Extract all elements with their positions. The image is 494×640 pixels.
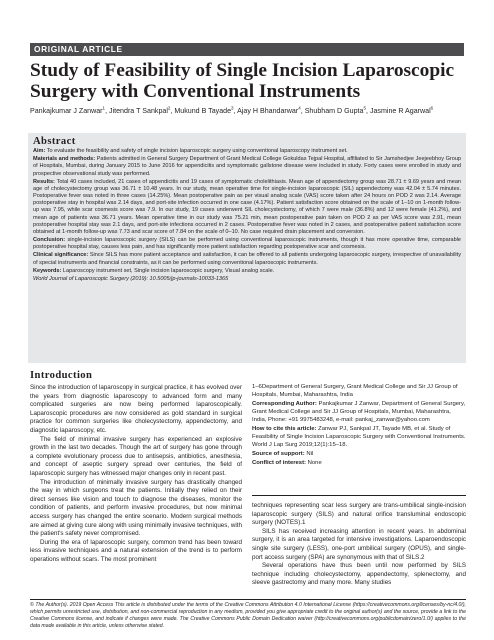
author-name: Ajay H Bhandarwar (237, 107, 299, 115)
author-name: Mukund B Tayade (174, 107, 232, 115)
introduction-heading: Introduction (30, 370, 93, 381)
author-name: Jasmine R Agarwal (369, 107, 431, 115)
section-tag: ORIGINAL ARTICLE (34, 44, 123, 54)
license-footer: © The Author(s). 2019 Open Access This article is distributed under the terms of the Creative Commons Attribution 4.0 International License (https://creativecommons.org/licenses/by-nc/4.0/), which permits unrestricted use, distribution, and non-commercial reproduction in any medium, provided you give appropriate credit to the original author(s) and the source, provide a link to the Creative Commons license, and indicate if changes were made. The Creative Commons Public Domain Dedication waiver (http://creativecommons.org/publicdomain/zero/1.0/) applies to the data made available in this article, unless otherwise stated. (30, 602, 466, 629)
corresponding-author: Corresponding Author: Pankajkumar J Zanwar, Department of General Surgery, Grant Medical College and Sir JJ Group of Hospitals, Mumbai, Maharashtra, India, Phone: +91 9975483248, e-mail: pankaj_zanwar@yahoo.com (252, 401, 466, 423)
author-name: Jitendra T Sankpal (109, 107, 168, 115)
abstract-methods: Materials and methods: Patients admitted in General Surgery Department of Grant Medical College Gokuldas Tejpal Hospital, affiliated to Sir Jamshedjee Jeejeebhoy Group of Hospitals, Mumbai, during January 2015 to June 2016 for appendicitis and symptomatic gallstone disease were included in study. Forty cases were enrolled in study and prospective observational study was performed. (33, 156, 462, 177)
author-list: Pankajkumar J Zanwar$^1$, Jitendra T Sankpal$^2$, Mukund B Tayade$^3$, Ajay H Bhandarwar$^4$, Shubham D Gupta$^5$, Jasmine R Agarwal$^6$ (30, 105, 434, 115)
intro-paragraph: Since the introduction of laparoscopy in surgical practice, it has evolved over the years from diagnostic laparoscopy to advanced form and many complicated surgeries are now being performed laparoscopically. Laparoscopic procedures are now considered as gold standard in surgical practice for common surgeries like cholecystectomy, appendectomy, and diagnostic laparoscopy, etc. (30, 384, 242, 434)
abstract-aim: Aim: To evaluate the feasibility and safety of single incision laparoscopic surgery using conventional laparoscopy instrument set. (33, 148, 348, 155)
author-sup: 3 (231, 105, 234, 111)
author-name: Pankajkumar J Zanwar (30, 107, 103, 115)
article-title: Study of Feasibility of Single Incision Laparoscopic Surgery with Conventional Instruments (30, 60, 455, 102)
author-sup: 1 (102, 105, 106, 111)
author-sup: 6 (430, 105, 434, 111)
body-paragraph: techniques representing scar less surgery are trans-umbilical single-incision laparoscopic surgery (SILS) and natural orifice transluminal endoscopic surgery (NOTES).1 (252, 502, 466, 527)
abstract-keywords: Keywords: Laparoscopy instrument set, Single incision laparoscopic surgery, Visual analog scale. (33, 267, 275, 274)
body-paragraph: Several operations have thus been until now performed by SILS technique including cholecystectomy, appendectomy, splenectomy, and sleeve gastrectomy and many more. Many studies (252, 562, 466, 587)
author-sup: 4 (298, 105, 301, 111)
abstract-box (28, 133, 466, 363)
conflict-of-interest: Conflict of interest: None (252, 460, 322, 467)
affiliation-departments: 1–6Department of General Surgery, Grant Medical College and Sir JJ Group of Hospitals, Mumbai, Maharashtra, India (252, 384, 458, 398)
intro-paragraph: During the era of laparoscopic surgery, common trend has been toward less invasive techniques and a natural extension of the trend is to perform operations without scars. The most prominent (30, 538, 242, 563)
author-sup: 5 (363, 105, 366, 111)
abstract-heading: Abstract (33, 136, 76, 147)
affiliation-divider (252, 495, 466, 496)
source-of-support: Source of support: Nil (252, 450, 314, 457)
abstract-results: Results: Total 40 cases included, 21 cases of appendicitis and 19 cases of symptomatic cholelithiasis. Mean age of appendectomy group was 28.71 ± 9.69 years and mean age of cholecystectomy group was 36.71 ± 10.48 years. In our study, mean operative time for single-incision laparoscopic (SIL) appendectomy was 42.04 ± 5.74 minutes. Postoperative fever was noted in three cases (14.25%). Mean postoperative pain as per visual analog scale (VAS) score taken after 24 hours on POD 2 was 2.14. Average postoperative stay in hospital was 2.14 days, and port-site infection occurred in one case (4.17%). Patient satisfaction score obtained on the scale of 1–10 on 1-month follow-up was 7.95, while scar cosmesis score was 7.9. In our study, 19 cases underwent SIL cholecystectomy, of which 7 were male (36.8%) and 12 were female (41.2%), and mean age of patients was 36.71 years. Mean operative time in our study was 75.21 min, mean postoperative pain taken on POD 2 as per VAS score was 2.91, mean postoperative hospital stay was 2.1 days, and port-site infections occurred in 2 cases. Postoperative fever was noted in 2 cases, and postoperative patient satisfaction score obtained at 1-month follow-up was 7.73 and scar score of 7.84 on the scale of 0–10. No case required drain placement and conversion. (33, 178, 461, 235)
footer-divider (30, 599, 466, 600)
right-column (252, 502, 466, 588)
how-to-cite: How to cite this article: Zanwar PJ, Sankpal JT, Tayade MB, et al. Study of Feasibility of Single Incision Laparoscopic Surgery with Conventional Instruments. World J Lap Surg 2019;12(1):15–18. (252, 425, 466, 448)
abstract-clinical-significance: Clinical significance: Since SILS has more patient acceptance and satisfaction, it can be offered to all patients undergoing laparoscopic surgery, irrespective of unavailability of special instruments and financial constraints, as it can be performed using conventional laparoscopic instruments. (33, 252, 461, 266)
journal-citation: World Journal of Laparoscopic Surgery (2019): 10.5005/jp-journals-10033-1365 (33, 275, 229, 282)
intro-paragraph: The introduction of minimally invasive surgery has drastically changed the way in which surgeons treat the patients. Initially they relied on their direct senses like vision and touch to diagnose the diseases, monitor the condition of patients, and perform invasive procedures, but now minimal access surgery has changed the entire scenario. Modern surgical methods are aimed at giving cure along with using minimally invasive techniques, with the patient's safety never compromised. (30, 478, 242, 538)
affiliation-box (252, 384, 466, 469)
intro-paragraph: The field of minimal invasive surgery has experienced an explosive growth in the last two decades. Though the art of surgery has gone through a complete evolutionary process due to antisepsis, antibiotics, anesthesia, and concept of aseptic surgery spread over centuries, the field of laparoscopic surgery has witnessed major changes only in recent past. (30, 435, 242, 477)
introduction-column (30, 384, 242, 564)
author-name: Shubham D Gupta (304, 107, 364, 115)
body-paragraph: SILS has received increasing attention in recent years. In abdominal surgery, it is an area targeted for intensive investigations. Laparoendoscopic single site surgery (LESS), one-port umbilical surgery (OPUS), and single-port access surgery (SPA) are synonymous with that of SILS.2 (252, 527, 466, 561)
abstract-conclusion: Conclusion: single-incision laparoscopic surgery (SILS) can be performed using conventional laparoscopic instruments, though it has more operative time, comparable postoperative hospital stay, causes less pain, and has significantly more patient satisfaction regarding postoperative scar and cosmesis. (33, 237, 461, 251)
author-sup: 2 (167, 105, 171, 111)
section-band (30, 43, 464, 56)
